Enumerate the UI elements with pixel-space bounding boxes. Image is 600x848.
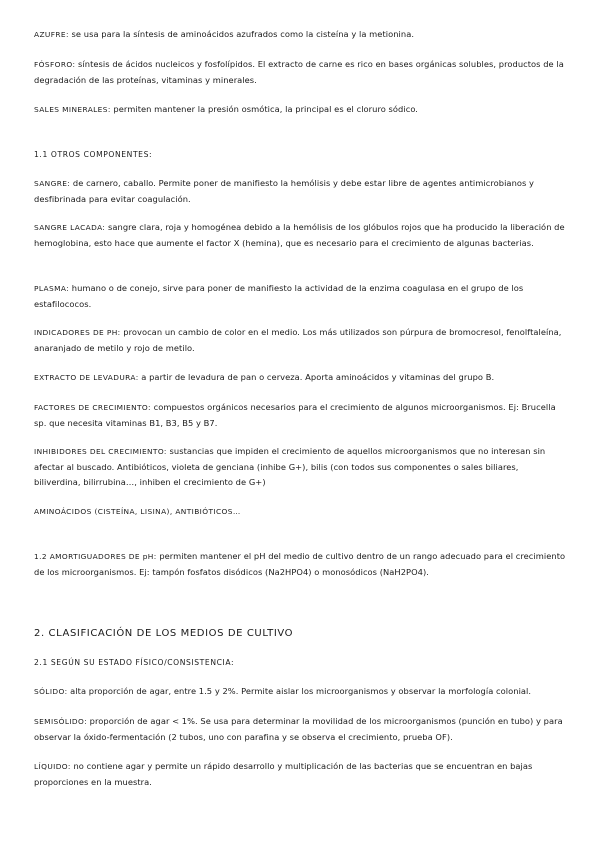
- paragraph-azufre: [34, 27, 566, 43]
- term-label: AMINOÁCIDOS (CISTEÍNA, LISINA), ANTIBIÓTICOS…: [34, 507, 241, 516]
- paragraph-extracto-levadura: [34, 370, 566, 386]
- term-text: permiten mantener la presión osmótica, la principal es el cloruro sódico.: [110, 104, 418, 114]
- term-text: compuestos orgánicos necesarios para el crecimiento de algunos microorganismos. Ej: Brucella sp. que necesita vitaminas B1, B3, B5 y B7.: [34, 402, 556, 428]
- paragraph-sales-minerales: [34, 102, 566, 118]
- term-text: sangre clara, roja y homogénea debido a la hemólisis de los glóbulos rojos que ha producido la liberación de hemoglobina, esto hace que aumente el factor X (hemina), que es necesario para el crecimiento de algunas bacterias.: [34, 222, 565, 248]
- term-text: de carnero, caballo. Permite poner de manifiesto la hemólisis y debe estar libre de agentes antimicrobianos y desfibrinada para evitar coagulación.: [34, 178, 535, 204]
- term-label: SÓLIDO:: [34, 687, 68, 696]
- paragraph-aminoacidos: [34, 504, 566, 520]
- term-text: proporción de agar < 1%. Se usa para determinar la movilidad de los microorganismos (punción en tubo) y para observar la óxido-fermentación (2 tubos, uno con parafina y se observa el crecimiento, prueba OF).: [34, 716, 563, 742]
- term-label: SALES MINERALES:: [34, 105, 111, 114]
- paragraph-inhibidores-crecimiento: [34, 444, 566, 491]
- section-heading-2-1: 2.1 SEGÚN SU ESTADO FÍSICO/CONSISTENCIA:: [34, 658, 235, 667]
- term-text: se usa para la síntesis de aminoácidos azufrados como la cisteína y la metionina.: [68, 29, 415, 39]
- term-label: EXTRACTO DE LEVADURA:: [34, 373, 139, 382]
- term-label: AZUFRE:: [34, 30, 69, 39]
- paragraph-plasma: [34, 281, 566, 312]
- term-text: provocan un cambio de color en el medio. Los más utilizados son púrpura de bromocresol, fenolftaleína, anaranjado de metilo y rojo de metilo.: [34, 327, 562, 353]
- term-label: SEMISÓLIDO:: [34, 717, 87, 726]
- term-label: INDICADORES DE PH:: [34, 328, 121, 337]
- paragraph-liquido: [34, 759, 566, 790]
- paragraph-amortiguadores-ph: [34, 549, 566, 580]
- term-label: 1.2 AMORTIGUADORES DE pH:: [34, 552, 157, 561]
- term-text: síntesis de ácidos nucleicos y fosfolípidos. El extracto de carne es rico en bases orgánicas solubles, productos de la degradación de las proteínas, vitaminas y minerales.: [34, 59, 564, 85]
- term-label: LÍQUIDO:: [34, 762, 71, 771]
- paragraph-factores-crecimiento: [34, 400, 566, 431]
- term-text: permiten mantener el pH del medio de cultivo dentro de un rango adecuado para el crecimiento de los microorganismos. Ej: tampón fosfatos disódicos (Na2HPO4) o monosódicos (NaH2PO4).: [34, 551, 566, 577]
- term-text: alta proporción de agar, entre 1.5 y 2%. Permite aislar los microorganismos y observar la morfología colonial.: [67, 686, 532, 696]
- paragraph-sangre-lacada: [34, 220, 566, 251]
- paragraph-indicadores-ph: [34, 325, 566, 356]
- term-label: SANGRE:: [34, 179, 71, 188]
- term-label: SANGRE LACADA:: [34, 223, 106, 232]
- paragraph-solido: [34, 684, 566, 700]
- section-heading-1-1: 1.1 OTROS COMPONENTES:: [34, 150, 153, 159]
- term-text: no contiene agar y permite un rápido desarrollo y multiplicación de las bacterias que se encuentran en bajas proporciones en la muestra.: [34, 761, 533, 787]
- section-heading-2: 2. CLASIFICACIÓN DE LOS MEDIOS DE CULTIVO: [34, 628, 294, 639]
- term-text: sustancias que impiden el crecimiento de aquellos microorganismos que no interesan sin afectar al buscado. Antibióticos, violeta de genciana (inhibe G+), bilis (con todos sus componentes o sales biliares, biliverdina, bilirrubina…, inhiben el crecimiento de G+): [34, 446, 546, 487]
- term-label: INHIBIDORES DEL CRECIMIENTO:: [34, 447, 167, 456]
- term-text: a partir de levadura de pan o cerveza. Aporta aminoácidos y vitaminas del grupo B.: [138, 372, 495, 382]
- paragraph-sangre: [34, 176, 566, 207]
- term-label: FÓSFORO:: [34, 60, 76, 69]
- term-label: FACTORES DE CRECIMIENTO:: [34, 403, 151, 412]
- term-label: PLASMA:: [34, 284, 70, 293]
- term-text: humano o de conejo, sirve para poner de manifiesto la actividad de la enzima coagulasa en el grupo de los estafilococos.: [34, 283, 524, 309]
- paragraph-fosforo: [34, 57, 566, 88]
- paragraph-semisolido: [34, 714, 566, 745]
